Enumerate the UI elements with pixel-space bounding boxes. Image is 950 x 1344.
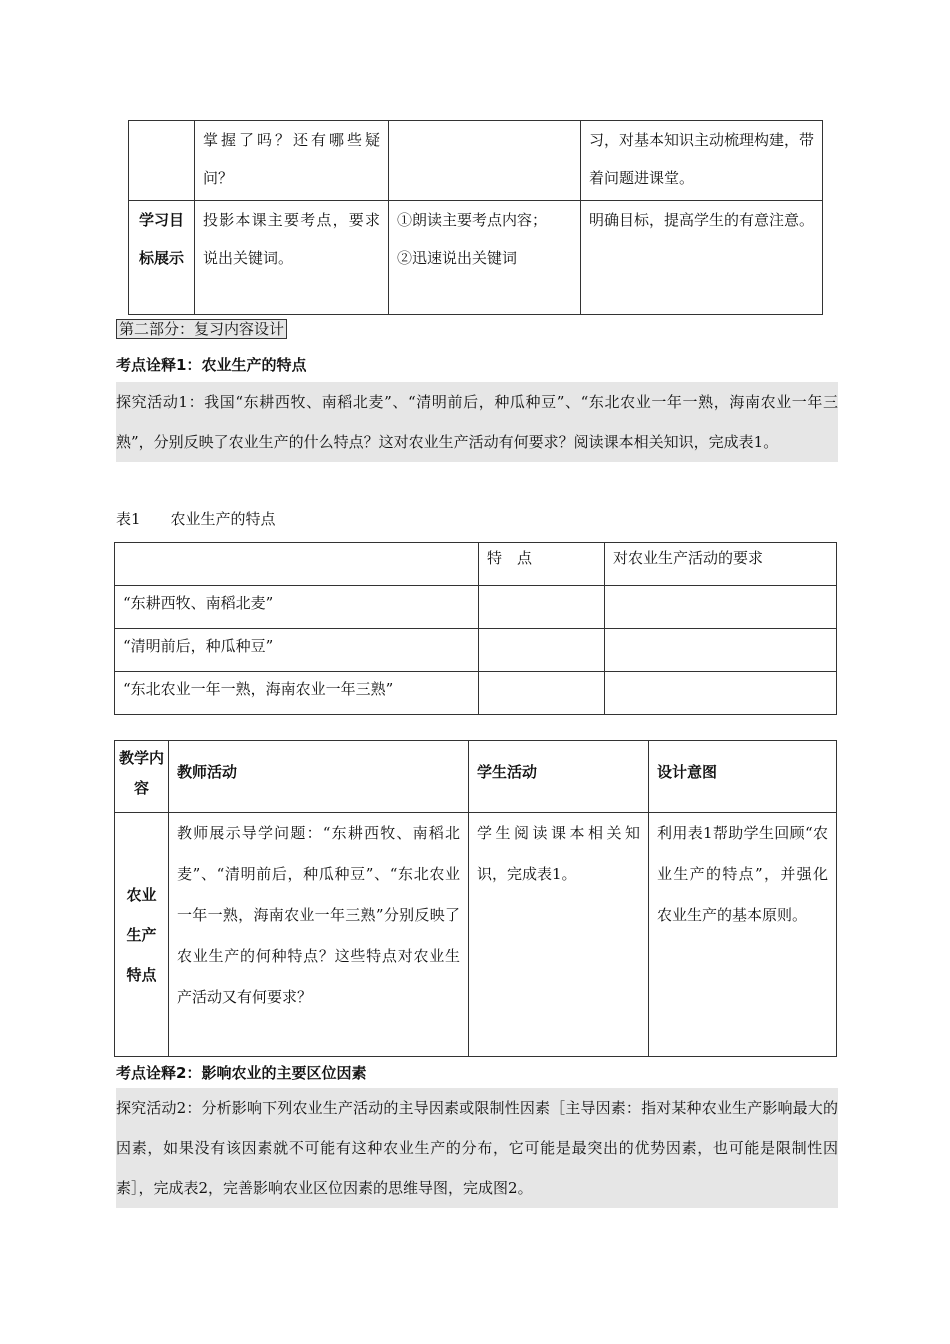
lesson-table (114, 740, 837, 1057)
table-cell (605, 586, 837, 629)
table-cell: “东北农业一年一熟，海南农业一年三熟” (115, 672, 479, 715)
table-cell: “东耕西牧、南稻北麦” (115, 586, 479, 629)
header-cell: 教学内容 (115, 741, 169, 813)
top-lesson-table (128, 120, 823, 315)
header-cell: 教师活动 (169, 741, 469, 813)
point2-heading: 考点诠释2：影响农业的主要区位因素 (116, 1064, 367, 1082)
student-activity-cell (389, 201, 581, 315)
table-row (115, 672, 837, 715)
table-cell (479, 586, 605, 629)
header-cell: 特 点 (479, 543, 605, 586)
table-cell: “清明前后，种瓜种豆” (115, 629, 479, 672)
header-cell: 对农业生产活动的要求 (605, 543, 837, 586)
empty-cell (129, 121, 195, 201)
part2-title: 第二部分：复习内容设计 (116, 319, 287, 339)
student-step-2: ②迅速说出关键词 (397, 249, 518, 267)
row-label-cell: 学习目标展示 (129, 201, 195, 315)
student-step-1: ①朗读主要考点内容； (397, 211, 548, 229)
student-activity-cell (389, 121, 581, 201)
row-label-cell (115, 813, 169, 1057)
teacher-activity-cell: 教师展示导学问题：“东耕西牧、南稻北麦”、“清明前后，种瓜种豆”、“东北农业一年一熟，海南农业一年三熟”分别反映了农业生产的何种特点？这些特点对农业生产活动又有何要求？ (169, 813, 469, 1057)
table-row (115, 813, 837, 1057)
table-row (115, 629, 837, 672)
design-intent-cell: 利用表1帮助学生回顾“农业生产的特点”，并强化农业生产的基本原则。 (649, 813, 837, 1057)
table-header-row (115, 741, 837, 813)
table-cell (479, 629, 605, 672)
table-header-row (115, 543, 837, 586)
header-cell: 学生活动 (469, 741, 649, 813)
table-row (115, 586, 837, 629)
point1-heading: 考点诠释1：农业生产的特点 (116, 356, 307, 374)
table1 (114, 542, 837, 715)
table-cell (605, 672, 837, 715)
teacher-activity-cell: 投影本课主要考点，要求说出关键词。 (195, 201, 389, 315)
design-intent-cell: 习，对基本知识主动梳理构建，带着问题进课堂。 (581, 121, 823, 201)
header-cell: 设计意图 (649, 741, 837, 813)
table-cell (605, 629, 837, 672)
design-intent-cell: 明确目标，提高学生的有意注意。 (581, 201, 823, 315)
table1-caption: 表1 农业生产的特点 (116, 510, 276, 528)
row-label: 农业生产特点 (126, 885, 157, 984)
table-row (129, 121, 823, 201)
teacher-activity-cell: 掌握了吗？还有哪些疑问？ (195, 121, 389, 201)
point2-activity: 探究活动2：分析影响下列农业生产活动的主导因素或限制性因素［主导因素：指对某种农业生产影响最大的因素，如果没有该因素就不可能有这种农业生产的分布，它可能是最突出的优势因素，也可能是限制性因素］，完成表2，完善影响农业区位因素的思维导图，完成图2。 (116, 1088, 838, 1208)
table-cell (479, 672, 605, 715)
point1-activity: 探究活动1：我国“东耕西牧、南稻北麦”、“清明前后，种瓜种豆”、“东北农业一年一熟，海南农业一年三熟”，分别反映了农业生产的什么特点？这对农业生产活动有何要求？阅读课本相关知识，完成表1。 (116, 382, 838, 462)
table-row (129, 201, 823, 315)
student-activity-cell: 学生阅读课本相关知识，完成表1。 (469, 813, 649, 1057)
part2-title-line (116, 318, 838, 340)
header-cell (115, 543, 479, 586)
